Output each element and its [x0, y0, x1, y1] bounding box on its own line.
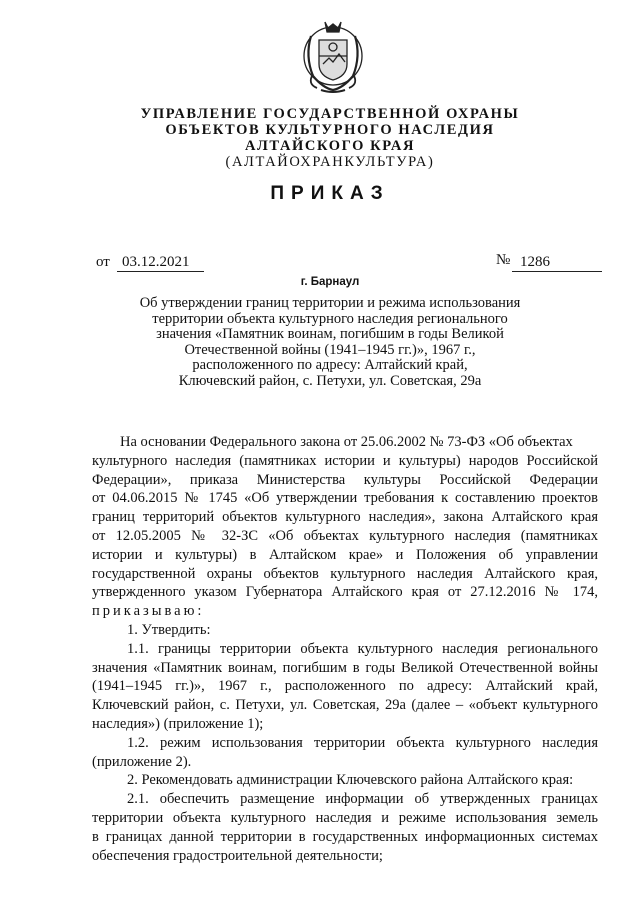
body-line: 2.1. обеспечить размещение информации об утвержденных границах [127, 791, 598, 808]
body-line: значения «Памятник воинам, погибшим в годы Великой Отечественной войны [92, 659, 598, 676]
body-line: утвержденного указом Губернатора Алтайского края от 27.12.2016 № 174, [92, 584, 598, 601]
body-line: обеспечения градостроительной деятельности; [92, 847, 383, 864]
body-line: Ключевский район, с. Петухи, ул. Советская, 29а (далее – «объект культурного [92, 697, 598, 714]
org-abbreviation: (АЛТАЙОХРАНКУЛЬТУРА) [225, 154, 435, 170]
body-line: от 04.06.2015 № 1745 «Об утверждении требования к составлению проектов [92, 490, 598, 507]
subject-line: расположенного по адресу: Алтайский край, [192, 357, 468, 373]
org-name-line-2: ОБЪЕКТОВ КУЛЬТУРНОГО НАСЛЕДИЯ [165, 122, 495, 138]
body-line: 1. Утвердить: [127, 621, 211, 638]
subject-line: территории объекта культурного наследия регионального [152, 310, 508, 327]
body-line: 1.2. режим использования территории объекта культурного наследия [127, 734, 598, 751]
subject-line: Ключевский район, с. Петухи, ул. Советская, 29а [178, 372, 482, 389]
body-line: (приложение 2). [92, 753, 192, 770]
body-line: от 12.05.2005 № 32-ЗС «Об объектах культурного наследия (памятниках [92, 527, 598, 544]
document-body [92, 433, 598, 865]
body-line: культурного наследия (памятниках истории и культуры) народов Российской [92, 452, 598, 469]
document-type-title: ПРИКАЗ [270, 183, 390, 204]
body-line: 2. Рекомендовать администрации Ключевского района Алтайского края: [127, 772, 574, 789]
city: г. Барнаул [300, 276, 360, 288]
document-date: 03.12.2021 [117, 254, 204, 272]
body-line: истории и культуры) в Алтайском крае» и Положения об управлении [92, 546, 598, 563]
body-line: Федерации», приказа Министерства культуры Российской Федерации [92, 471, 598, 488]
body-line: (1941–1945 гг.)», 1967 г., расположенного по адресу: Алтайский край, [92, 678, 598, 695]
document-subject [120, 296, 540, 389]
subject-line: Отечественной войны (1941–1945 гг.)», 1967 г., [184, 341, 476, 358]
body-line: наследия») (приложение 1); [92, 715, 264, 732]
coat-of-arms-icon [297, 14, 369, 96]
org-name-line-3: АЛТАЙСКОГО КРАЯ [244, 138, 416, 154]
body-line: границ территорий объектов культурного наследия», закона Алтайского края [92, 509, 598, 526]
body-line: приказываю: [92, 603, 205, 620]
document-number: 1286 [512, 254, 602, 272]
body-line: На основании Федерального закона от 25.06.2002 № 73-ФЗ «Об объектах [120, 434, 573, 450]
date-label: от [96, 254, 110, 270]
number-label: № [496, 252, 511, 268]
body-line: государственной охраны объектов культурного наследия Алтайского края, [92, 565, 598, 582]
body-line: в границах данной территории в государственных информационных системах [92, 828, 598, 845]
body-line: территории объекта культурного наследия и режиме использования земель [92, 809, 598, 826]
org-name-line-1: УПРАВЛЕНИЕ ГОСУДАРСТВЕННОЙ ОХРАНЫ [140, 106, 520, 122]
body-line: 1.1. границы территории объекта культурного наследия регионального [127, 640, 598, 657]
subject-line: значения «Памятник воинам, погибшим в годы Великой [156, 326, 504, 342]
subject-line: Об утверждении границ территории и режима использования [139, 295, 521, 311]
